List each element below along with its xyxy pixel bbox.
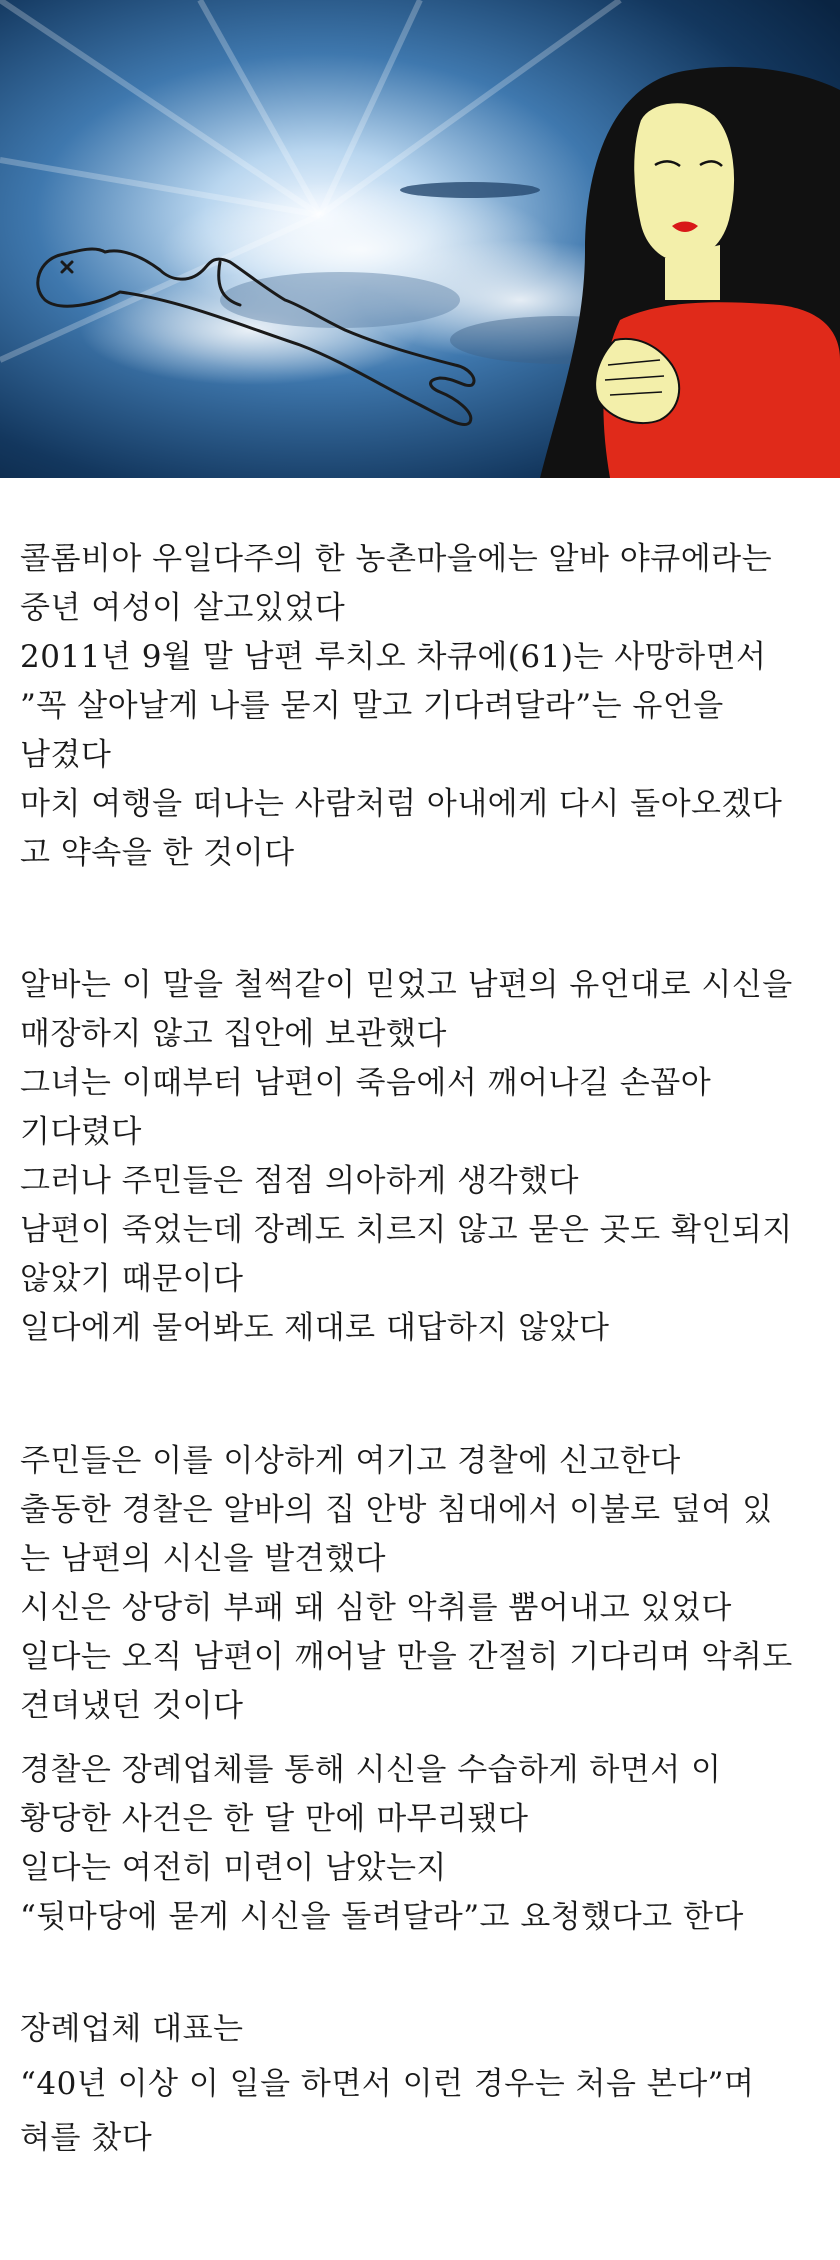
article-text-line: 콜롬비아 우일다주의 한 농촌마을에는 알바 야큐에라는 — [20, 541, 773, 577]
article-text-line: 일다는 여전히 미련이 남았는지 — [20, 1850, 447, 1886]
article-text-line: 기다렸다 — [20, 1114, 142, 1150]
article-text-line: 중년 여성이 살고있었다 — [20, 590, 346, 626]
article-text-line: 혀를 찼다 — [20, 2120, 153, 2156]
article-body — [0, 478, 840, 2260]
hero-illustration — [0, 0, 840, 478]
article-text-line: 알바는 이 말을 철썩같이 믿었고 남편의 유언대로 시신을 — [20, 967, 793, 1003]
article-text-line: 출동한 경찰은 알바의 집 안방 침대에서 이불로 덮여 있 — [20, 1492, 773, 1528]
article-text-line: 고 약속을 한 것이다 — [20, 835, 295, 871]
article-text-line: ”꼭 살아날게 나를 묻지 말고 기다려달라”는 유언을 — [20, 688, 724, 724]
article-text-line: 남편이 죽었는데 장례도 치르지 않고 묻은 곳도 확인되지 — [20, 1212, 793, 1248]
article-text-line: 시신은 상당히 부패 돼 심한 악취를 뿜어내고 있었다 — [20, 1590, 732, 1626]
article-text-line: 견뎌냈던 것이다 — [20, 1688, 244, 1724]
article-text-line: 않았기 때문이다 — [20, 1261, 244, 1297]
article-text-line: “40년 이상 이 일을 하면서 이런 경우는 처음 본다”며 — [20, 2066, 755, 2102]
praying-woman-and-dead-husband-illustration — [0, 0, 840, 478]
article-text-line: 매장하지 않고 집안에 보관했다 — [20, 1016, 447, 1052]
article-text-line: 남겼다 — [20, 737, 112, 773]
article-text-line: 그녀는 이때부터 남편이 죽음에서 깨어나길 손꼽아 — [20, 1065, 712, 1101]
article-text-line: 마치 여행을 떠나는 사람처럼 아내에게 다시 돌아오겠다 — [20, 786, 783, 822]
article-text-line: 그러나 주민들은 점점 의아하게 생각했다 — [20, 1163, 579, 1199]
article-text-line: 주민들은 이를 이상하게 여기고 경찰에 신고한다 — [20, 1443, 681, 1479]
article-text-line: 장례업체 대표는 — [20, 2011, 244, 2047]
article-text-line: 일다에게 물어봐도 제대로 대답하지 않았다 — [20, 1310, 610, 1346]
article-text-line: 일다는 오직 남편이 깨어날 만을 간절히 기다리며 악취도 — [20, 1639, 793, 1675]
article-text-line: 2011년 9월 말 남편 루치오 차큐에(61)는 사망하면서 — [20, 639, 767, 675]
article-text-line: 는 남편의 시신을 발견했다 — [20, 1541, 386, 1577]
article-text-line: “뒷마당에 묻게 시신을 돌려달라”고 요청했다고 한다 — [20, 1899, 744, 1935]
article-text-line: 황당한 사건은 한 달 만에 마무리됐다 — [20, 1801, 529, 1837]
article-text-line: 경찰은 장례업체를 통해 시신을 수습하게 하면서 이 — [20, 1752, 722, 1788]
